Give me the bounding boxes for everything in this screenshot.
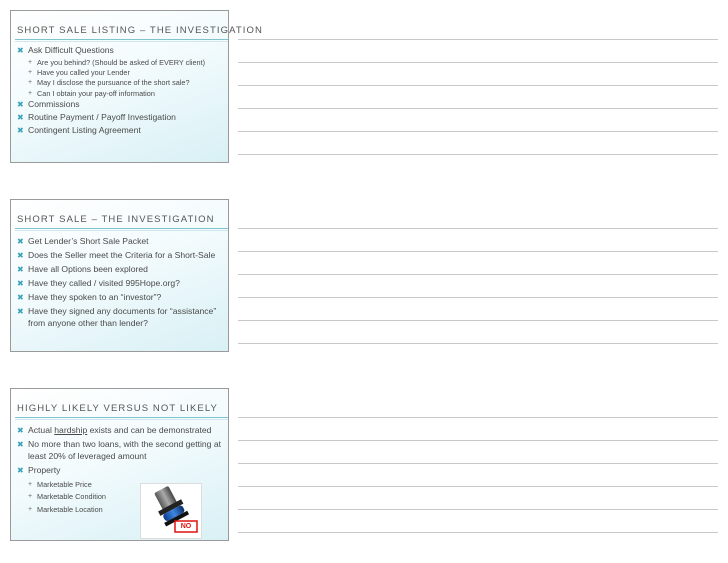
bullet-item: ✖ Have they called / visited 995Hope.org? <box>17 278 180 288</box>
bullet-list <box>17 236 225 332</box>
sub-bullet-item: + Can I obtain your pay-off information <box>28 88 155 98</box>
sub-bullet-item: + Marketable Location <box>28 504 103 514</box>
note-line <box>238 320 718 321</box>
note-line <box>238 108 718 109</box>
bullet-marker-icon: ✖ <box>17 293 24 302</box>
bullet-item: ✖ Have all Options been explored <box>17 264 148 274</box>
bullet-item: ✖ Have they signed any documents for “assistance” from anyone other than lender? <box>17 306 217 328</box>
bullet-item: ✖ Routine Payment / Payoff Investigation <box>17 111 176 122</box>
slide-title: SHORT SALE LISTING – THE INVESTIGATION <box>17 25 263 36</box>
sub-bullet-marker-icon: + <box>28 505 33 513</box>
bullet-marker-icon: ✖ <box>17 265 24 274</box>
bullet-marker-icon: ✖ <box>17 465 24 475</box>
slide-title: SHORT SALE – THE INVESTIGATION <box>17 214 215 225</box>
bullet-marker-icon: ✖ <box>17 426 24 435</box>
stamp-label: NO <box>180 523 192 530</box>
note-line <box>238 228 718 229</box>
sub-bullet-item: + Marketable Price <box>28 479 92 489</box>
sub-bullet-marker-icon: + <box>28 79 33 87</box>
bullet-marker-icon: ✖ <box>17 125 24 135</box>
bullet-marker-icon: ✖ <box>17 99 24 109</box>
note-line <box>238 154 718 155</box>
bullet-marker-icon: ✖ <box>17 112 24 122</box>
sub-bullet-item: + Have you called your Lender <box>28 68 130 78</box>
sub-bullet-marker-icon: + <box>28 69 33 77</box>
note-line <box>238 463 718 464</box>
title-divider <box>15 228 228 229</box>
bullet-marker-icon: ✖ <box>17 251 24 260</box>
slide-3 <box>10 388 229 541</box>
title-divider <box>15 417 228 418</box>
sub-bullet-item: + Are you behind? (Should be asked of EVERY client) <box>28 58 206 67</box>
bullet-item: ✖ Property <box>17 464 61 475</box>
bullet-marker-icon: ✖ <box>17 237 24 246</box>
note-line <box>238 39 718 40</box>
rubber-stamp-icon <box>140 483 202 539</box>
bullet-item: ✖ Commissions <box>17 98 80 109</box>
note-line <box>238 417 718 418</box>
sub-bullet-item: + Marketable Condition <box>28 492 106 501</box>
bullet-marker-icon: ✖ <box>17 46 24 55</box>
notes-lines-2 <box>238 199 718 354</box>
note-line <box>238 85 718 86</box>
note-line <box>238 251 718 252</box>
slide-title: HIGHLY LIKELY VERSUS NOT LIKELY <box>17 403 218 414</box>
note-line <box>238 532 718 533</box>
bullet-item: ✖ Ask Difficult Questions <box>17 45 114 55</box>
bullet-list <box>17 45 225 138</box>
bullet-marker-icon: ✖ <box>17 279 24 288</box>
note-line <box>238 440 718 441</box>
note-line <box>238 509 718 510</box>
sub-bullet-marker-icon: + <box>28 59 33 66</box>
note-line <box>238 62 718 63</box>
sub-bullet-marker-icon: + <box>28 480 33 488</box>
bullet-item: ✖ No more than two loans, with the second getting at least 20% of leveraged amount <box>17 439 221 461</box>
note-line <box>238 343 718 344</box>
bullet-item: ✖ Actual hardship exists and can be demonstrated <box>17 425 212 435</box>
notes-lines-1 <box>238 10 718 165</box>
bullet-marker-icon: ✖ <box>17 440 24 449</box>
hardship-underlined: hardship <box>54 425 88 435</box>
notes-lines-3 <box>238 388 718 543</box>
note-line <box>238 486 718 487</box>
slide-2 <box>10 199 229 352</box>
bullet-item: ✖ Get Lender’s Short Sale Packet <box>17 236 149 246</box>
note-line <box>238 297 718 298</box>
sub-bullet-item: + May I disclose the pursuance of the short sale? <box>28 78 190 88</box>
note-line <box>238 274 718 275</box>
bullet-item: ✖ Contingent Listing Agreement <box>17 124 141 135</box>
note-line <box>238 131 718 132</box>
sub-bullet-marker-icon: + <box>28 493 33 500</box>
sub-bullet-marker-icon: + <box>28 89 33 97</box>
bullet-marker-icon: ✖ <box>17 307 24 316</box>
title-divider <box>15 39 228 40</box>
bullet-item: ✖ Have they spoken to an “investor”? <box>17 292 162 302</box>
slide-1 <box>10 10 263 163</box>
bullet-item: ✖ Does the Seller meet the Criteria for a Short-Sale <box>17 250 216 260</box>
